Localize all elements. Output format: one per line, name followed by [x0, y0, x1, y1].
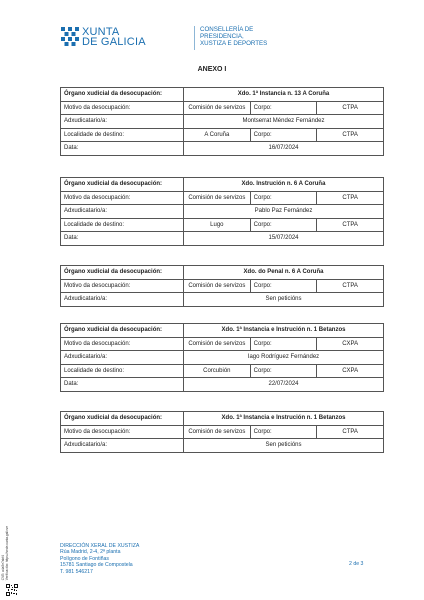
corpo-value: CTPA: [317, 101, 384, 115]
table-row: [61, 293, 384, 307]
motivo-value: Comisión de servizos: [184, 191, 251, 205]
table-row: [61, 232, 384, 246]
organo-label: Órgano xudicial da desocupación:: [61, 88, 184, 102]
verification-url-line[interactable]: Verificación: https://sede.xunta.gal/cve: [4, 525, 9, 580]
conselleria-line-2: PRESIDENCIA,: [200, 33, 244, 40]
data-label: Data:: [61, 378, 184, 392]
organo-label: Órgano xudicial da desocupación:: [61, 412, 184, 426]
adxudicatario-value: Sen peticións: [184, 293, 384, 307]
adxudicatario-label: Adxudicatario/a:: [61, 205, 184, 219]
table-row: [61, 439, 384, 453]
table-row: [61, 191, 384, 205]
corpo-label: Corpo:: [250, 191, 317, 205]
xunta-logo-icon: [60, 26, 80, 48]
adxudicatario-label: Adxudicatario/a:: [61, 293, 184, 307]
corpo-label: Corpo:: [250, 101, 317, 115]
motivo-value: Comisión de servizos: [184, 425, 251, 439]
adxudicatario-label: Adxudicatario/a:: [61, 115, 184, 129]
motivo-value: Comisión de servizos: [184, 101, 251, 115]
table-row: [61, 178, 384, 192]
vacancy-table-2: [60, 177, 384, 246]
organo-value: Xdo. 1ª Instancia n. 13 A Coruña: [184, 88, 384, 102]
vacancy-table-1: [60, 87, 384, 156]
corpo-label: Corpo:: [250, 425, 317, 439]
localidade-label: Localidade de destino:: [61, 128, 184, 142]
table-row: [61, 218, 384, 232]
motivo-label: Motivo da desocupación:: [61, 337, 184, 351]
table-row: [61, 128, 384, 142]
data-value: 15/07/2024: [184, 232, 384, 246]
motivo-label: Motivo da desocupación:: [61, 425, 184, 439]
table-row: [61, 205, 384, 219]
cve-line: CVE: a4a5e7abf4: [0, 554, 5, 580]
corpo-label: Corpo:: [250, 218, 317, 232]
organo-value: Xdo. 1ª Instancia e Instrución n. 1 Betanzos: [184, 324, 384, 338]
organo-label: Órgano xudicial da desocupación:: [61, 266, 184, 280]
adxudicatario-value: Sen peticións: [184, 439, 384, 453]
organo-value: Xdo. 1ª Instancia e Instrución n. 1 Betanzos: [184, 412, 384, 426]
adxudicatario-label: Adxudicatario/a:: [61, 351, 184, 365]
conselleria-line-3: XUSTIZA E DEPORTES: [200, 40, 268, 47]
adxudicatario-value: Montserrat Méndez Fernández: [184, 115, 384, 129]
table-row: [61, 351, 384, 365]
conselleria-name: [200, 26, 267, 47]
organo-value: Xdo. Instrución n. 6 A Coruña: [184, 178, 384, 192]
table-row: [61, 142, 384, 156]
logo-line-2: DE GALICIA: [82, 36, 146, 48]
footer-line: DIRECCIÓN XERAL DE XUSTIZA: [60, 543, 140, 549]
motivo-label: Motivo da desocupación:: [61, 101, 184, 115]
table-row: [61, 324, 384, 338]
adxudicatario-value: Pablo Paz Fernández: [184, 205, 384, 219]
table-row: [61, 337, 384, 351]
footer-address: [60, 543, 139, 575]
motivo-value: Comisión de servizos: [184, 337, 251, 351]
table-row: [61, 115, 384, 129]
table-row: [61, 279, 384, 293]
localidade-label: Localidade de destino:: [61, 364, 184, 378]
corpo-value: CTPA: [317, 191, 384, 205]
footer-line: Rúa Madrid, 2-4, 2ª planta: [60, 549, 121, 556]
vacancy-table-5: [60, 411, 384, 453]
corpo-value: CXPA: [317, 337, 384, 351]
qr-code-icon: [6, 584, 18, 596]
footer-line: T. 981 546217: [60, 568, 93, 575]
verification-sidebar: [0, 470, 20, 598]
vacancy-table-4: [60, 323, 384, 392]
verification-text: [2, 526, 9, 580]
motivo-value: Comisión de servizos: [184, 279, 251, 293]
logo-line-1: XUNTA: [82, 26, 120, 38]
adxudicatario-value: Iago Rodríguez Fernández: [184, 351, 384, 365]
table-row: [61, 412, 384, 426]
logo-divider: [194, 26, 195, 50]
table-row: [61, 266, 384, 280]
annex-title: ANEXO I: [197, 66, 227, 73]
adxudicatario-label: Adxudicatario/a:: [61, 439, 184, 453]
xunta-wordmark: [82, 27, 146, 47]
corpo-value: CTPA: [317, 128, 384, 142]
data-label: Data:: [61, 142, 184, 156]
organo-value: Xdo. do Penal n. 6 A Coruña: [184, 266, 384, 280]
table-row: [61, 425, 384, 439]
corpo-value: CXPA: [317, 364, 384, 378]
localidade-value: Lugo: [184, 218, 251, 232]
footer-line: Polígono de Fontiñas: [60, 555, 110, 562]
localidade-value: Corcubión: [184, 364, 251, 378]
page-number: 2 de 3: [349, 561, 364, 567]
table-row: [61, 378, 384, 392]
organo-label: Órgano xudicial da desocupación:: [61, 324, 184, 338]
table-row: [61, 364, 384, 378]
organo-label: Órgano xudicial da desocupación:: [61, 178, 184, 192]
data-label: Data:: [61, 232, 184, 246]
corpo-value: CTPA: [317, 218, 384, 232]
table-row: [61, 101, 384, 115]
localidade-value: A Coruña: [184, 128, 251, 142]
corpo-value: CTPA: [317, 425, 384, 439]
corpo-label: Corpo:: [250, 279, 317, 293]
corpo-value: CTPA: [317, 279, 384, 293]
motivo-label: Motivo da desocupación:: [61, 191, 184, 205]
corpo-label: Corpo:: [250, 128, 317, 142]
data-value: 22/07/2024: [184, 378, 384, 392]
localidade-label: Localidade de destino:: [61, 218, 184, 232]
corpo-label: Corpo:: [250, 364, 317, 378]
corpo-label: Corpo:: [250, 337, 317, 351]
footer-line: 15781 Santiago de Compostela: [60, 562, 133, 569]
vacancy-table-3: [60, 265, 384, 307]
motivo-label: Motivo da desocupación:: [61, 279, 184, 293]
data-value: 16/07/2024: [184, 142, 384, 156]
conselleria-line-1: CONSELLERÍA DE: [200, 26, 254, 33]
table-row: [61, 88, 384, 102]
